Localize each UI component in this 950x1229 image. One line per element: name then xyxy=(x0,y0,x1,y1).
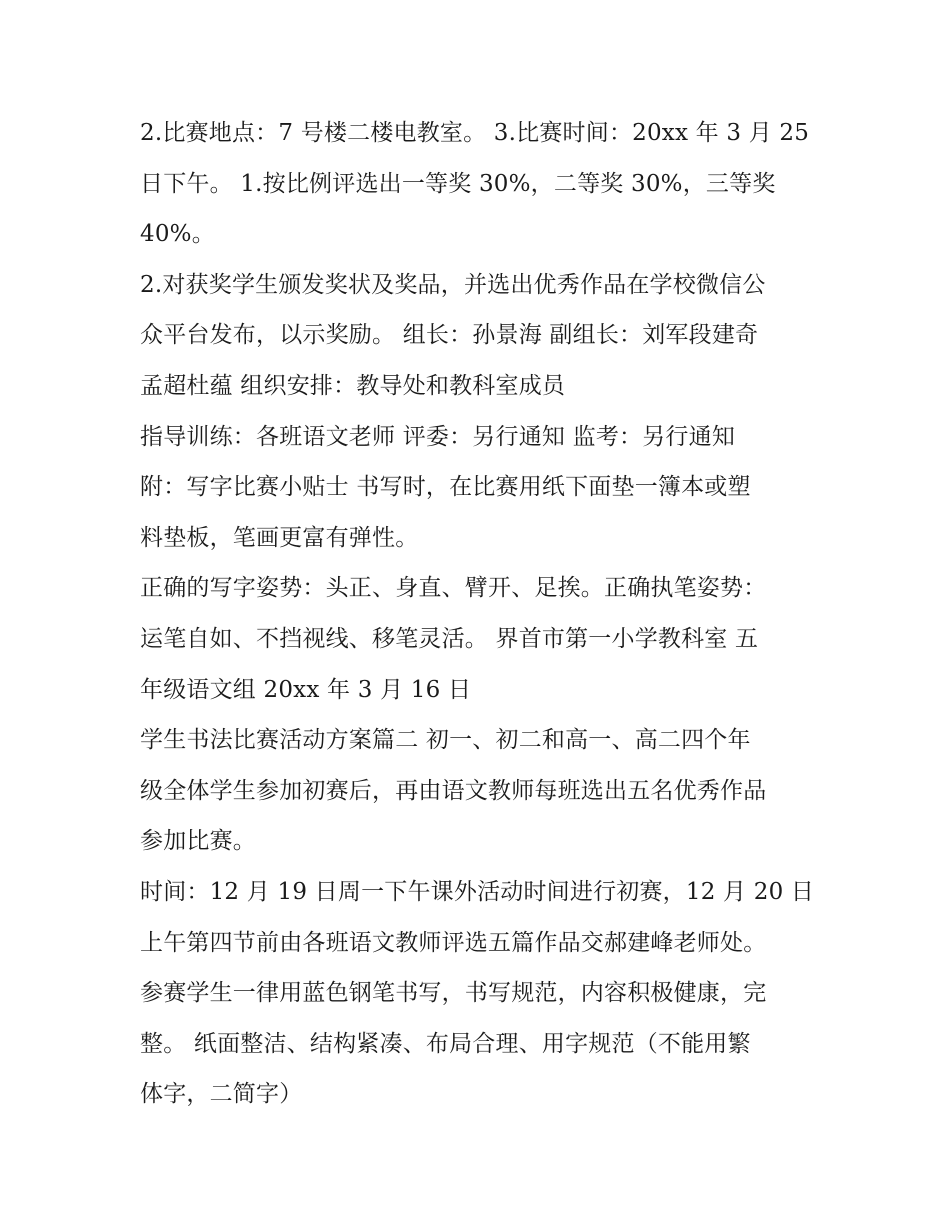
text-line: 上午第四节前由各班语文教师评选五篇作品交郝建峰老师处。 xyxy=(140,929,767,956)
text-line: 孟超杜蕴 组织安排：教导处和教科室成员 xyxy=(140,372,566,399)
text-line: 参加比赛。 xyxy=(140,828,256,855)
text-line: 附：写字比赛小贴士 书写时，在比赛用纸下面垫一簿本或塑 xyxy=(140,474,751,501)
text-line: 时间：12 月 19 日周一下午课外活动时间进行初赛，12 月 20 日 xyxy=(140,878,815,905)
text-line: 料垫板，笔画更富有弹性。 xyxy=(140,524,419,551)
text-line: 体字，二简字） xyxy=(140,1081,303,1108)
text-line: 众平台发布，以示奖励。 组长：孙景海 副组长：刘军段建奇 xyxy=(140,322,759,349)
text-line: 日下午。 1.按比例评选出一等奖 30%，二等奖 30%，三等奖 xyxy=(140,170,776,197)
document-body xyxy=(140,108,830,1120)
text-line: 40%。 xyxy=(140,221,215,248)
text-line: 2.对获奖学生颁发奖状及奖品，并选出优秀作品在学校微信公 xyxy=(140,271,766,298)
text-line: 2.比赛地点：7 号楼二楼电教室。 3.比赛时间：20xx 年 3 月 25 xyxy=(140,120,810,146)
text-line: 年级语文组 20xx 年 3 月 16 日 xyxy=(140,676,472,703)
text-line: 指导训练：各班语文老师 评委：另行通知 监考：另行通知 xyxy=(140,423,736,450)
text-line: 级全体学生参加初赛后，再由语文教师每班选出五名优秀作品 xyxy=(140,777,767,804)
text-line: 整。 纸面整洁、结构紧凑、布局合理、用字规范（不能用繁 xyxy=(140,1030,751,1057)
text-line: 正确的写字姿势：头正、身直、臂开、足挨。正确执笔姿势： xyxy=(140,575,767,602)
text-line: 运笔自如、不挡视线、移笔灵活。 界首市第一小学教科室 五 xyxy=(140,625,759,652)
text-line: 参赛学生一律用蓝色钢笔书写，书写规范，内容积极健康，完 xyxy=(140,980,767,1007)
text-line: 学生书法比赛活动方案篇二 初一、初二和高一、高二四个年 xyxy=(140,727,751,754)
